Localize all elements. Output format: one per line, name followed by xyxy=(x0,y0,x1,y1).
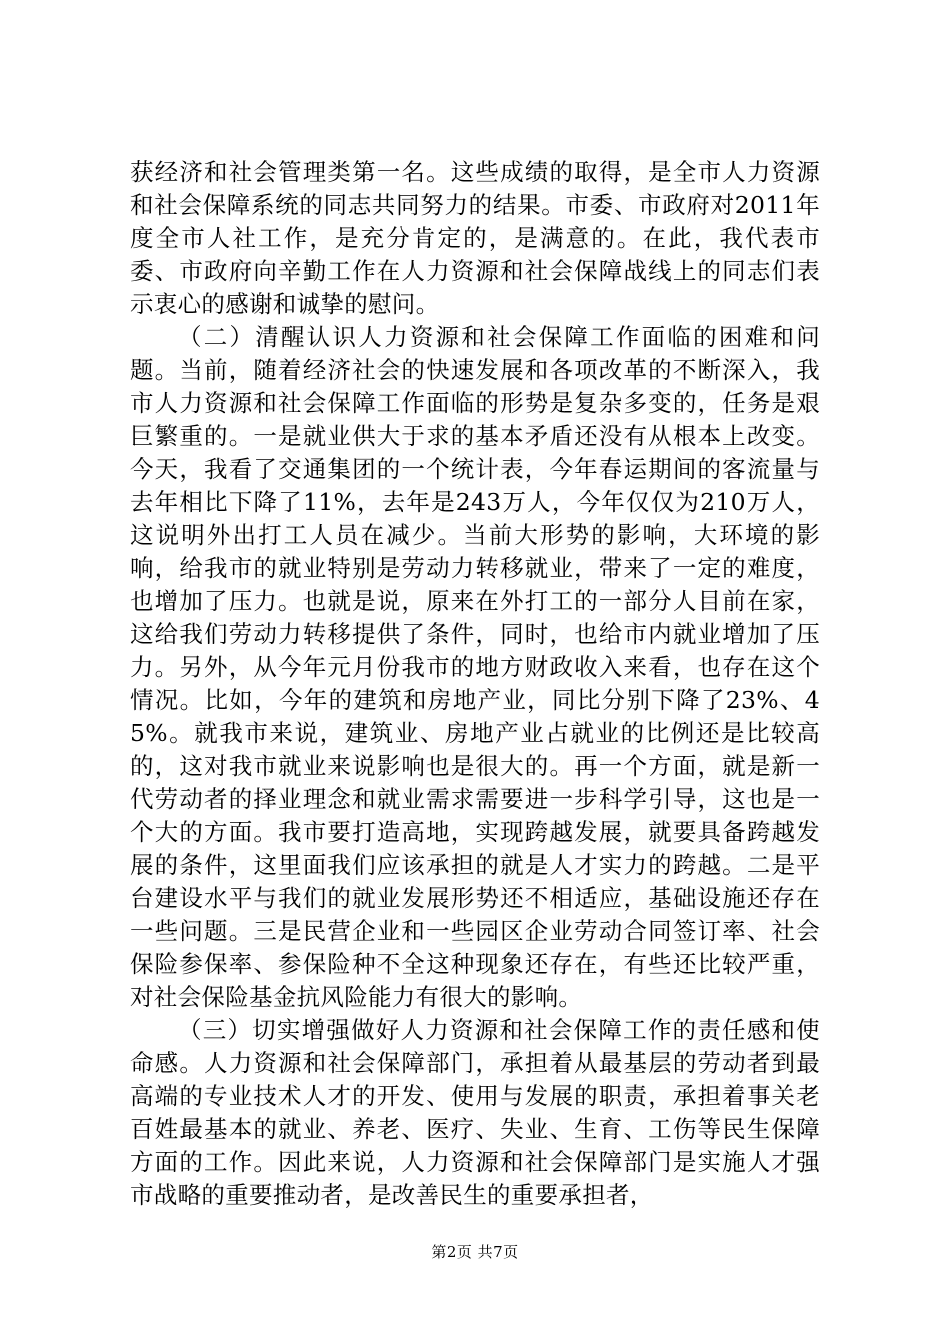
document-body xyxy=(130,156,820,1212)
page-footer xyxy=(0,1242,950,1262)
paragraph-section-three: （三）切实增强做好人力资源和社会保障工作的责任感和使命感。人力资源和社会保障部门，承担着从最基层的劳动者到最高端的专业技术人才的开发、使用与发展的职责，承担着事关老百姓最基本的就业、养老、医疗、失业、生育、工伤等民生保障方面的工作。因此来说，人力资源和社会保障部门是实施人才强市战略的重要推动者，是改善民生的重要承担者， xyxy=(130,1016,820,1209)
paragraph-continuation: 获经济和社会管理类第一名。这些成绩的取得，是全市人力资源和社会保障系统的同志共同努力的结果。市委、市政府对2011年度全市人社工作，是充分肯定的，是满意的。在此，我代表市委、市政府向辛勤工作在人力资源和社会保障战线上的同志们表示衷心的感谢和诚挚的慰问。 xyxy=(130,158,820,318)
paragraph-section-two: （二）清醒认识人力资源和社会保障工作面临的困难和问题。当前，随着经济社会的快速发展和各项改革的不断深入，我市人力资源和社会保障工作面临的形势是复杂多变的，任务是艰巨繁重的。一是就业供大于求的基本矛盾还没有从根本上改变。今天，我看了交通集团的一个统计表，今年春运期间的客流量与去年相比下降了11%，去年是243万人，今年仅仅为210万人，这说明外出打工人员在减少。当前大形势的影响，大环境的影响，给我市的就业特别是劳动力转移就业，带来了一定的难度，也增加了压力。也就是说，原来在外打工的一部分人目前在家，这给我们劳动力转移提供了条件，同时，也给市内就业增加了压力。另外，从今年元月份我市的地方财政收入来看，也存在这个情况。比如，今年的建筑和房地产业，同比分别下降了23%、45%。就我市来说，建筑业、房地产业占就业的比例还是比较高的，这对我市就业来说影响也是很大的。再一个方面，就是新一代劳动者的择业理念和就业需求需要进一步科学引导，这也是一个大的方面。我市要打造高地，实现跨越发展，就要具备跨越发展的条件，这里面我们应该承担的就是人才实力的跨越。二是平台建设水平与我们的就业发展形势还不相适应，基础设施还存在一些问题。三是民营企业和一些园区企业劳动合同签订率、社会保险参保率、参保险种不全这种现象还存在，有些还比较严重，对社会保险基金抗风险能力有很大的影响。 xyxy=(130,323,820,1011)
page-number-label: 第2页 共7页 xyxy=(431,1243,519,1261)
